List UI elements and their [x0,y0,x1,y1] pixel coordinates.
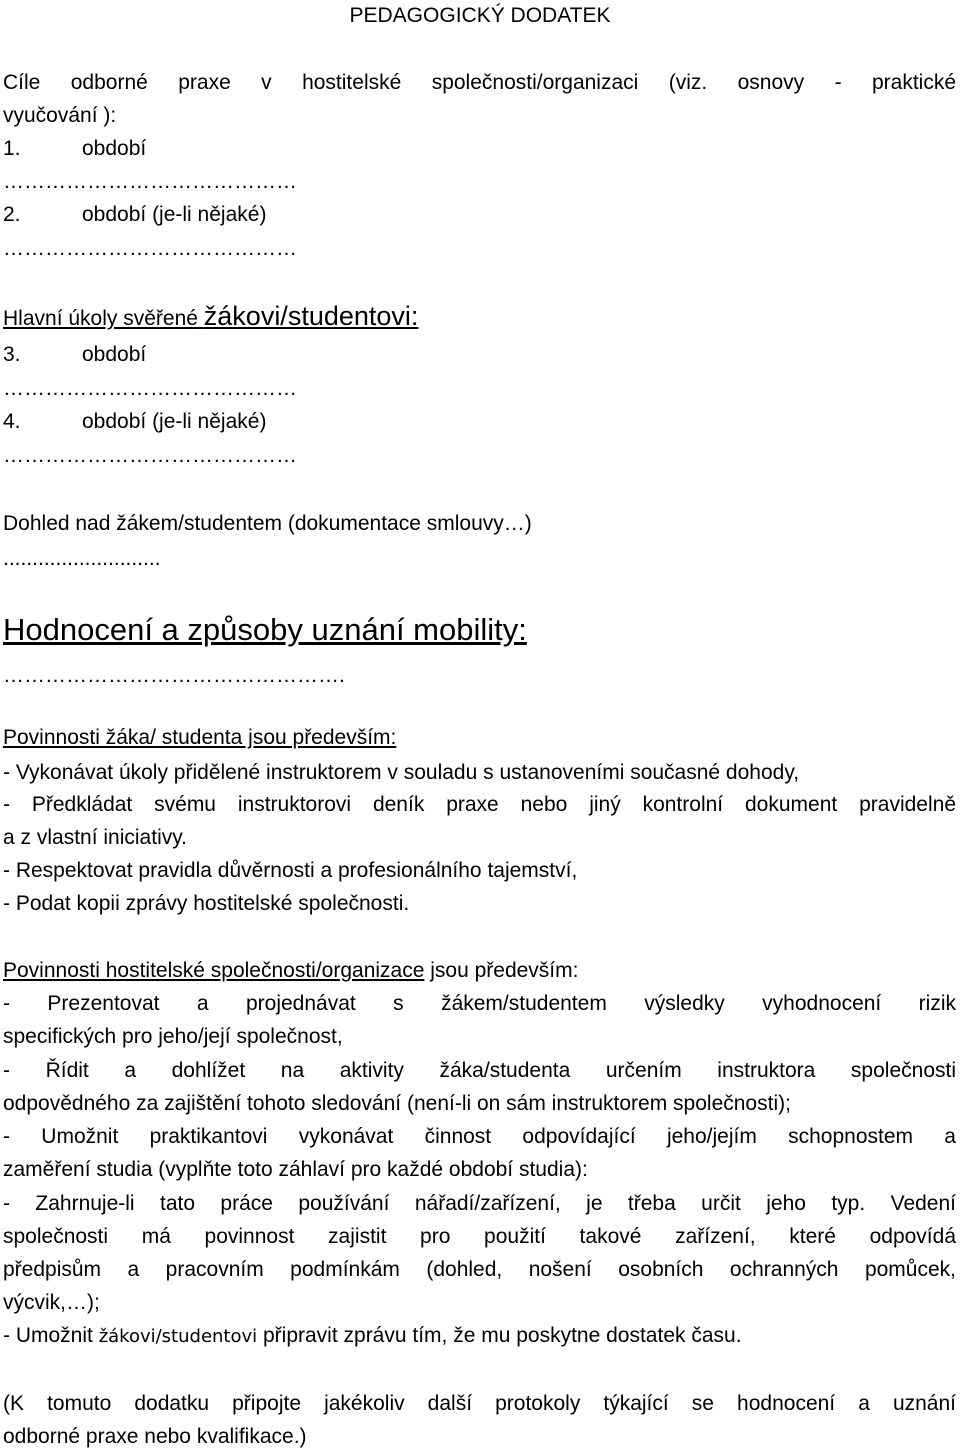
period-1-number: 1. [3,137,21,160]
period-2-dots: …………………………………… [3,237,297,260]
period-3-dots: …………………………………… [3,377,297,400]
host-duties-heading [3,958,578,984]
host-duty-5-c: připravit zprávu tím, že mu poskytne dostatek času. [257,1324,742,1347]
host-duty-4: - Zahrnuje-li tato práce používání nářadí/zařízení, je třeba určit jeho typ. Vedení [3,1192,956,1215]
period-2 [3,202,266,228]
goals-line-2: vyučování ): [3,104,117,127]
host-duty-4-cont-1: společnosti má povinnost zajistit pro použití takové zařízení, které odpovídá [3,1225,956,1248]
period-4-number: 4. [3,410,21,433]
supervision-label: Dohled nad žákem/studentem (dokumentace smlouvy…) [3,512,532,535]
footer-note-1: (K tomuto dodatku připojte jakékoliv další protokoly týkající se hodnocení a uznání [3,1392,956,1415]
period-1 [3,136,146,162]
student-duty-2-cont: a z vlastní iniciativy. [3,826,188,849]
host-duty-2: - Řídit a dohlížet na aktivity žáka/studenta určením instruktora společnosti [3,1059,956,1082]
host-duty-2-cont: odpovědného za zajištění tohoto sledování (není-li on sám instruktorem společnosti); [3,1092,791,1115]
period-3 [3,342,146,368]
student-duty-1: - Vykonávat úkoly přidělené instruktorem v souladu s ustanoveními současné dohody, [3,761,800,784]
period-1-label: období [82,137,147,160]
host-duty-3: - Umožnit praktikantovi vykonávat činnost odpovídající jeho/jejím schopnostem a [3,1125,956,1148]
host-duty-5-b: žákovi/studentovi [98,1326,258,1347]
host-duty-1: - Prezentovat a projednávat s žákem/studentem výsledky vyhodnocení rizik [3,992,956,1015]
host-duty-5 [3,1323,742,1350]
period-1-dots: …………………………………… [3,170,297,193]
host-duty-5-a: - Umožnit [3,1324,99,1347]
page-title: PEDAGOGICKÝ DODATEK [349,4,611,27]
supervision-dots: ........................... [3,547,161,570]
student-duty-3: - Respektovat pravidla důvěrnosti a profesionálního tajemství, [3,859,578,882]
tasks-heading [3,303,418,332]
period-4-label: období (je-li nějaké) [82,410,267,433]
student-duty-2: - Předkládat svému instruktorovi deník praxe nebo jiný kontrolní dokument pravidelně [3,793,956,816]
period-4-dots: …………………………………… [3,444,297,467]
host-duties-heading-rest: jsou především: [424,959,579,982]
student-duties-heading: Povinnosti žáka/ studenta jsou především: [3,726,397,749]
period-2-label: období (je-li nějaké) [82,203,267,226]
student-duty-4: - Podat kopii zprávy hostitelské společnosti. [3,892,410,915]
host-duty-4-cont-2: předpisům a pracovním podmínkám (dohled, nošení osobních ochranných pomůcek, [3,1258,956,1281]
period-3-number: 3. [3,343,21,366]
period-4 [3,409,266,435]
period-3-label: období [82,343,147,366]
evaluation-heading: Hodnocení a způsoby uznání mobility: [3,612,527,647]
period-2-number: 2. [3,203,21,226]
tasks-heading-big: žákovi/studentovi: [203,301,419,331]
footer-note-2: odborné praxe nebo kvalifikace.) [3,1425,307,1448]
goals-line-1: Cíle odborné praxe v hostitelské společnosti/organizaci (viz. osnovy - praktické [3,71,956,94]
host-duty-1-cont: specifických pro jeho/její společnost, [3,1025,343,1048]
host-duty-3-cont: zaměření studia (vyplňte toto záhlaví pro každé období studia): [3,1158,588,1181]
host-duties-heading-underlined: Povinnosti hostitelské společnosti/organizace [3,959,425,982]
host-duty-4-cont-3: výcvik,…); [3,1291,100,1314]
evaluation-dots: …………………………………………. [3,664,345,687]
tasks-heading-small: Hlavní úkoly svěřené [3,307,198,330]
